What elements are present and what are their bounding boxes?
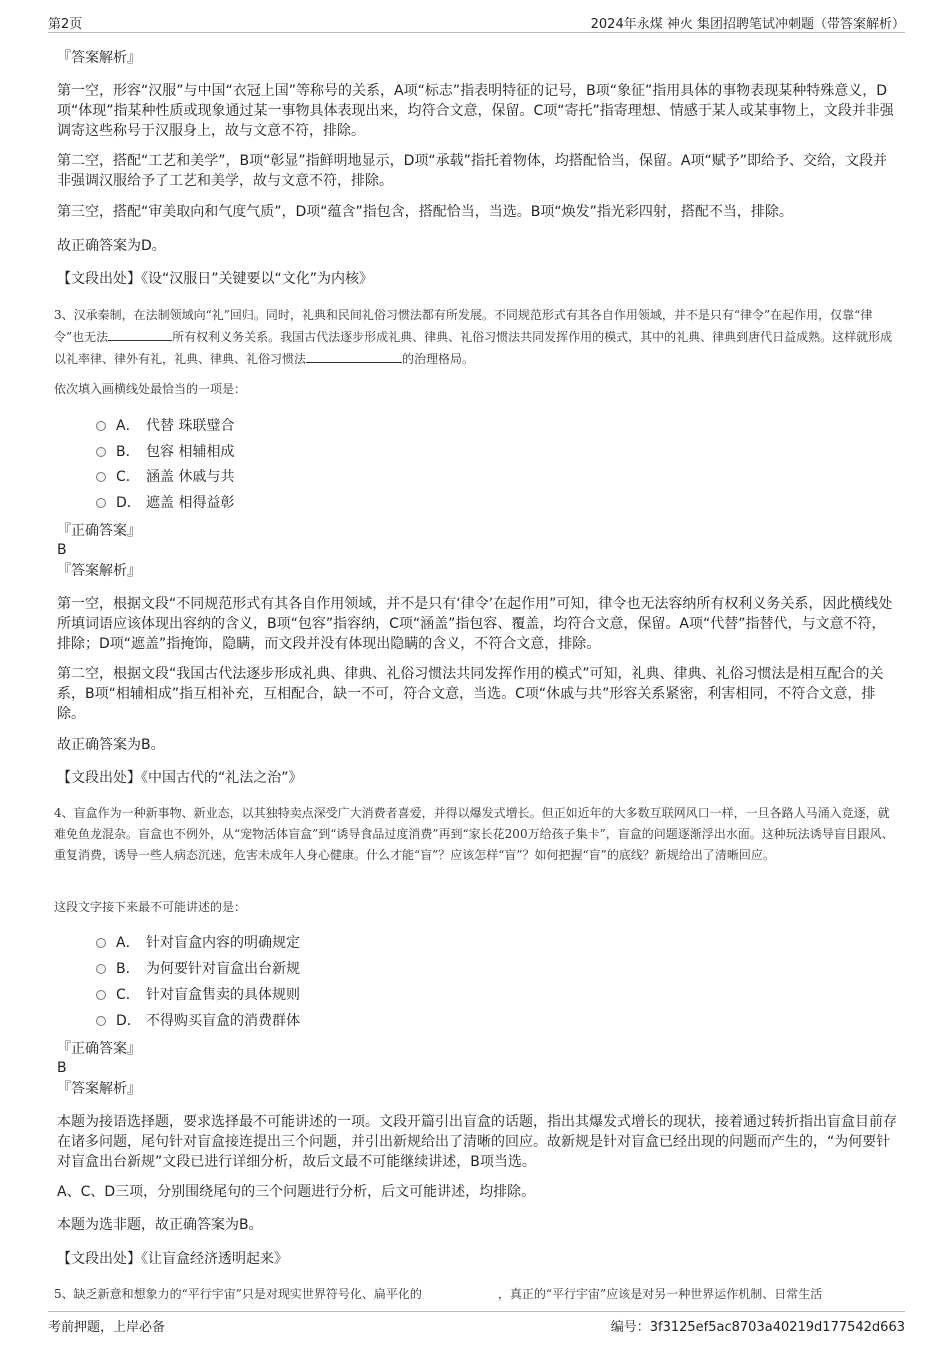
q2-analysis-label: 『答案解析』: [57, 50, 141, 66]
q3-analysis-para-2: 第二空，根据文段“我国古代法逐步形成礼典、律典、礼俗习惯法共同发挥作用的模式”可知，礼典、律典、礼俗习惯法是相互配合的关系，B项“相辅相成”指互相补充，互相配合，缺一不可，符合文意，当选。C项“休戚与共”形容关系紧密，利害相同，不符合文意，排除。: [57, 666, 884, 722]
q4-option-b[interactable]: [96, 959, 300, 979]
q4-conclusion: 本题为选非题，故正确答案为B。: [57, 1217, 263, 1233]
radio-icon[interactable]: [96, 498, 106, 508]
page-number: 第2页: [48, 17, 83, 32]
q3-answer: B: [57, 542, 67, 558]
footer-code-value: 3f3125ef5ac8703a40219d177542d663: [649, 1320, 905, 1335]
q4-option-d[interactable]: [96, 1011, 300, 1031]
footer-code-label: 编号：: [610, 1320, 650, 1335]
q3-blank-1: [108, 326, 172, 341]
option-text: 遮盖 相得益彰: [146, 495, 235, 511]
option-text: 不得购买盲盒的消费群体: [146, 1013, 300, 1029]
option-letter: B．: [116, 444, 140, 460]
option-text: 代替 珠联璧合: [146, 418, 235, 434]
q3-source: 【文段出处】《中国古代的“礼法之治”》: [57, 770, 303, 786]
q5-stem-part-2: ，真正的“平行宇宙”应该是对另一种世界运作机制、日常生活: [497, 1287, 823, 1301]
q2-analysis-para-1: 第一空，形容“汉服”与中国“衣冠上国”等称号的关系，A项“标志”指表明特征的记号，B项“象征”指用具体的事物表现某种特殊意义，D项“体现”指某种性质或现象通过某一事物具体表现出来，均符合文意，保留。C项“寄托”指寄理想、情感于某人或某事物上，文段并非强调寄这些称号于汉服身上，故与文意不符，排除。: [57, 83, 894, 139]
option-letter: A．: [116, 418, 140, 434]
option-text: 包容 相辅相成: [146, 444, 235, 460]
page-header: [48, 10, 905, 33]
q3-correct-label: 『正确答案』: [57, 523, 141, 539]
q2-analysis-para-3: 第三空，搭配“审美取向和气度气质”，D项“蕴含”指包含，搭配恰当，当选。B项“焕发”指光彩四射，搭配不当，排除。: [57, 204, 793, 220]
option-letter: A．: [116, 935, 140, 951]
option-text: 针对盲盒售卖的具体规则: [146, 987, 300, 1003]
option-letter: D．: [116, 495, 141, 511]
option-text: 针对盲盒内容的明确规定: [146, 935, 300, 951]
radio-icon[interactable]: [96, 938, 106, 948]
radio-icon[interactable]: [96, 990, 106, 1000]
radio-icon[interactable]: [96, 421, 106, 431]
q2-conclusion: 故正确答案为D。: [57, 238, 166, 254]
radio-icon[interactable]: [96, 447, 106, 457]
q4-stem: 4、盲盒作为一种新事物、新业态，以其独特卖点深受广大消费者喜爱，并得以爆发式增长。但正如近年的大多数互联网风口一样，一旦各路人马涌入竞逐，就难免鱼龙混杂。盲盒也不例外，从“宠物活体盲盒”到“诱导食品过度消费”再到“家长花200万给孩子集卡”，盲盒的问题逐渐浮出水面。这种玩法诱导盲目跟风、重复消费，诱导一些人病态沉迷，危害未成年人身心健康。什么才能“盲”？应该怎样“盲”？如何把握“盲”的底线？新规给出了清晰回应。: [54, 806, 894, 862]
q4-option-c[interactable]: [96, 985, 300, 1005]
q4-source: 【文段出处】《让盲盒经济透明起来》: [57, 1251, 288, 1267]
document-title: 2024年永煤 神火 集团招聘笔试冲刺题（带答案解析）: [590, 17, 905, 32]
q3-option-d[interactable]: [96, 493, 234, 513]
option-letter: C．: [116, 987, 140, 1003]
q3-option-c[interactable]: [96, 467, 234, 487]
option-text: 为何要针对盲盒出台新规: [146, 961, 300, 977]
q4-answer: B: [57, 1060, 67, 1076]
option-letter: C．: [116, 469, 140, 485]
radio-icon[interactable]: [96, 1016, 106, 1026]
footer-code: [611, 1316, 905, 1335]
option-letter: D．: [116, 1013, 141, 1029]
q5-stem-part-1: 5、缺乏新意和想象力的“平行宇宙”只是对现实世界符号化、扁平化的: [54, 1287, 422, 1301]
q3-blank-2: [306, 348, 402, 363]
q3-stem-part-3: 的治理格局。: [402, 352, 475, 366]
q4-prompt: 这段文字接下来最不可能讲述的是：: [54, 900, 247, 914]
q3-analysis-para-1: 第一空，根据文段“不同规范形式有其各自作用领域，并不是只有‘律令’在起作用”可知，律令也无法容纳所有权利义务关系，因此横线处所填词语应该体现出容纳的含义，B项“包容”指容纳，C项“涵盖”指包容、覆盖，均符合文意，保留。A项“代替”指替代，与文意不符，排除；D项“遮盖”指掩饰，隐瞒，而文段并没有体现出隐瞒的含义，不符合文意，排除。: [57, 596, 893, 652]
q2-analysis-para-2: 第二空，搭配“工艺和美学”，B项“彰显”指鲜明地显示，D项“承载”指托着物体，均搭配恰当，保留。A项“赋予”即给予、交给，文段并非强调汉服给予了工艺和美学，故与文意不符，排除。: [57, 153, 887, 189]
q3-conclusion: 故正确答案为B。: [57, 737, 165, 753]
q5-stem: [54, 1284, 894, 1305]
q4-analysis-label: 『答案解析』: [57, 1081, 141, 1097]
q3-analysis-label: 『答案解析』: [57, 563, 141, 579]
footer-slogan: 考前押题，上岸必备: [48, 1320, 166, 1335]
q3-prompt: 依次填入画横线处最恰当的一项是：: [54, 382, 247, 396]
q3-option-b[interactable]: [96, 442, 234, 462]
q4-analysis-para-1: 本题为接语选择题，要求选择最不可能讲述的一项。文段开篇引出盲盒的话题，指出其爆发式增长的现状，接着通过转折指出盲盒目前存在诸多问题，尾句针对盲盒接连提出三个问题，并引出新规给出了清晰的回应。故新规是针对盲盒已经出现的问题而产生的，“为何要针对盲盒出台新规”文段已进行详细分析，故后文最不可能继续讲述，B项当选。: [57, 1114, 897, 1170]
q3-stem-part-2: 所有权利义务关系。我国古代法逐步形成礼典、律典、礼俗习惯法共同发挥作用的模式，其中的礼典、律典到唐代日益成熟。这样就形成以礼率律、律外有礼，礼典、律典、礼俗习惯法: [54, 330, 893, 366]
q3-option-a[interactable]: [96, 416, 234, 436]
option-text: 涵盖 休戚与共: [146, 469, 235, 485]
q4-correct-label: 『正确答案』: [57, 1041, 141, 1057]
q3-stem-part-1: 3、汉承秦制，在法制领域向“礼”回归。同时，礼典和民间礼俗习惯法都有所发展。不同规范形式有其各自作用领域，并不是只有“律令”在起作用，仅靠“律令”也无法: [54, 308, 873, 344]
radio-icon[interactable]: [96, 964, 106, 974]
q2-source: 【文段出处】《设“汉服日”关键要以“文化”为内核》: [57, 271, 374, 287]
q4-analysis-para-2: A、C、D三项，分别围绕尾句的三个问题进行分析，后文可能讲述，均排除。: [57, 1184, 536, 1200]
q3-stem: [54, 305, 894, 370]
q4-option-a[interactable]: [96, 933, 300, 953]
page-footer: [48, 1311, 905, 1336]
option-letter: B．: [116, 961, 140, 977]
radio-icon[interactable]: [96, 472, 106, 482]
